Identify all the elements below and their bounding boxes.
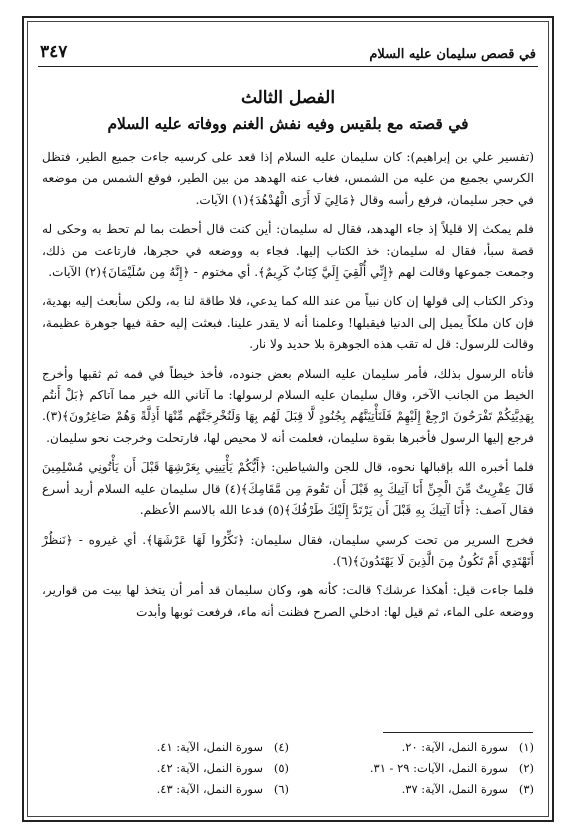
footnote-row [44, 740, 534, 761]
header-divider [38, 66, 538, 67]
footnote-table [44, 740, 534, 803]
footnote-row [44, 761, 534, 782]
footnote-text: سورة النمل، الآية: ٣٧. [401, 782, 508, 796]
footnote-text: سورة النمل، الآيات: ٢٩ - ٣١. [369, 761, 508, 775]
main-text [42, 88, 534, 631]
page-number: ٣٤٧ [40, 42, 68, 62]
footnote-text: سورة النمل، الآية: ٤٣. [156, 782, 263, 796]
footnote-text: سورة النمل، الآية: ٤٢. [156, 761, 263, 775]
footnote-text: سورة النمل، الآية: ٢٠. [401, 740, 508, 754]
paragraph-6: فخرج السرير من تحت كرسي سليمان، فقال سليمان: ﴿نَكِّرُوا لَهَا عَرْشَهَا﴾. أي غيروه - ﴿نَنظُرْ أَتَهْتَدِي أَمْ تَكُونُ مِنَ الَّذِينَ لَا يَهْتَدُونَ﴾(٦). [42, 532, 534, 568]
running-title: في قصص سليمان عليه السلام [369, 47, 536, 62]
footnote-number: (٦) [273, 782, 289, 796]
page-header [40, 40, 536, 62]
footnote-number: (٢) [518, 761, 534, 775]
paragraph-1: (تفسير علي بن إبراهيم): كان سليمان عليه السلام إذا قعد على كرسيه جاءت جميع الطير، فتظل الكرسي بجميع من عليه من الشمس، فغاب عنه الهدهد من بين الطير، فوقع الشمس من موضعه في حجر سليمان، فرفع رأسه وقال ﴿مَالِيَ لَا أَرَى الْهُدْهُدَ﴾(١) الآيات. [42, 150, 534, 207]
paragraph-7: فلما جاءت قيل: أهكذا عرشك؟ قالت: كأنه هو، وكان سليمان قد أمر أن يتخذ لها بيت من قوارير، ووضعه على الماء، ثم قيل لها: ادخلي الصرح فظنت أنه ماء، فرفعت ثوبها وأبدت [42, 583, 534, 619]
paragraph-2: فلم يمكث إلا قليلاً إذ جاء الهدهد، فقال له سليمان: أين كنت قال أحطت بما لم تحط به وحكى له قصة سبأ، فقال له سليمان: خذ الكتاب إليها. فجاء به ووضعه في حجرها، فارتاعت من ذلك، وجمعت جموعها وقالت لهم ﴿إِنِّي أُلْقِيَ إِلَيَّ كِتَابٌ كَرِيمٌ﴾. أي مختوم - ﴿إِنَّهُ مِن سُلَيْمَانَ﴾(٢) الآيات. [42, 222, 534, 280]
footnote-number: (٥) [273, 761, 289, 775]
footnotes [44, 740, 534, 803]
footnote-row [44, 782, 534, 803]
footnote-divider [383, 732, 533, 733]
paragraph-3: وذكر الكتاب إلى قولها إن كان نبياً من عند الله كما يدعي، فلا طاقة لنا به، ولكن سأبعث إليه بهدية، فإن كان ملكاً يميل إلى الدنيا فيقبلها! وعلمنا أنه لا يقدر علينا. فبعثت إليه حقة فيها جوهرة عظيمة، وقالت للرسول: قل له تقب هذه الجوهرة بلا حديد ولا نار. [42, 294, 534, 352]
chapter-subtitle: في قصته مع بلقيس وفيه نفش الغنم ووفاته عليه السلام [107, 114, 469, 133]
footnote-number: (٣) [518, 782, 534, 796]
footnote-text: سورة النمل، الآية: ٤١. [156, 740, 263, 754]
chapter-title: الفصل الثالث [240, 88, 336, 108]
footnote-number: (١) [518, 740, 534, 754]
footnote-number: (٤) [273, 740, 289, 754]
paragraph-4: فأتاه الرسول بذلك، فأمر سليمان عليه السلام بعض جنوده، فأخذ خيطاً في فمه ثم ثقبها وأخرج الخيط من الجانب الآخر، وقال سليمان عليه السلام لرسولها: ما آتاني الله خير مما آتاكم ﴿بَلْ أَنتُم بِهَدِيَّتِكُمْ تَفْرَحُونَ ارْجِعْ إِلَيْهِمْ فَلَنَأْتِيَنَّهُم بِجُنُودٍ لَّا قِبَلَ لَهُم بِهَا وَلَنُخْرِجَنَّهُم مِّنْهَا أَذِلَّةً وَهُمْ صَاغِرُونَ﴾(٣). فرجع إليها الرسول فأخبرها بقوة سليمان، فعلمت أنه لا محيص لها، فارتحلت وخرجت نحو سليمان. [42, 366, 534, 445]
paragraph-5: فلما أخبره الله بإقبالها نحوه، قال للجن والشياطين: ﴿أَيُّكُمْ يَأْتِينِي بِعَرْشِهَا قَبْلَ أَن يَأْتُونِي مُسْلِمِينَ قَالَ عِفْرِيتٌ مِّنَ الْجِنِّ أَنَا آتِيكَ بِهِ قَبْلَ أَن تَقُومَ مِن مَّقَامِكَ﴾(٤) قال سليمان عليه السلام أريد أسرع فقال آصف: ﴿أَنَا آتِيكَ بِهِ قَبْلَ أَن يَرْتَدَّ إِلَيْكَ طَرْفُكَ﴾(٥) فدعا الله بالاسم الأعظم. [42, 460, 534, 518]
